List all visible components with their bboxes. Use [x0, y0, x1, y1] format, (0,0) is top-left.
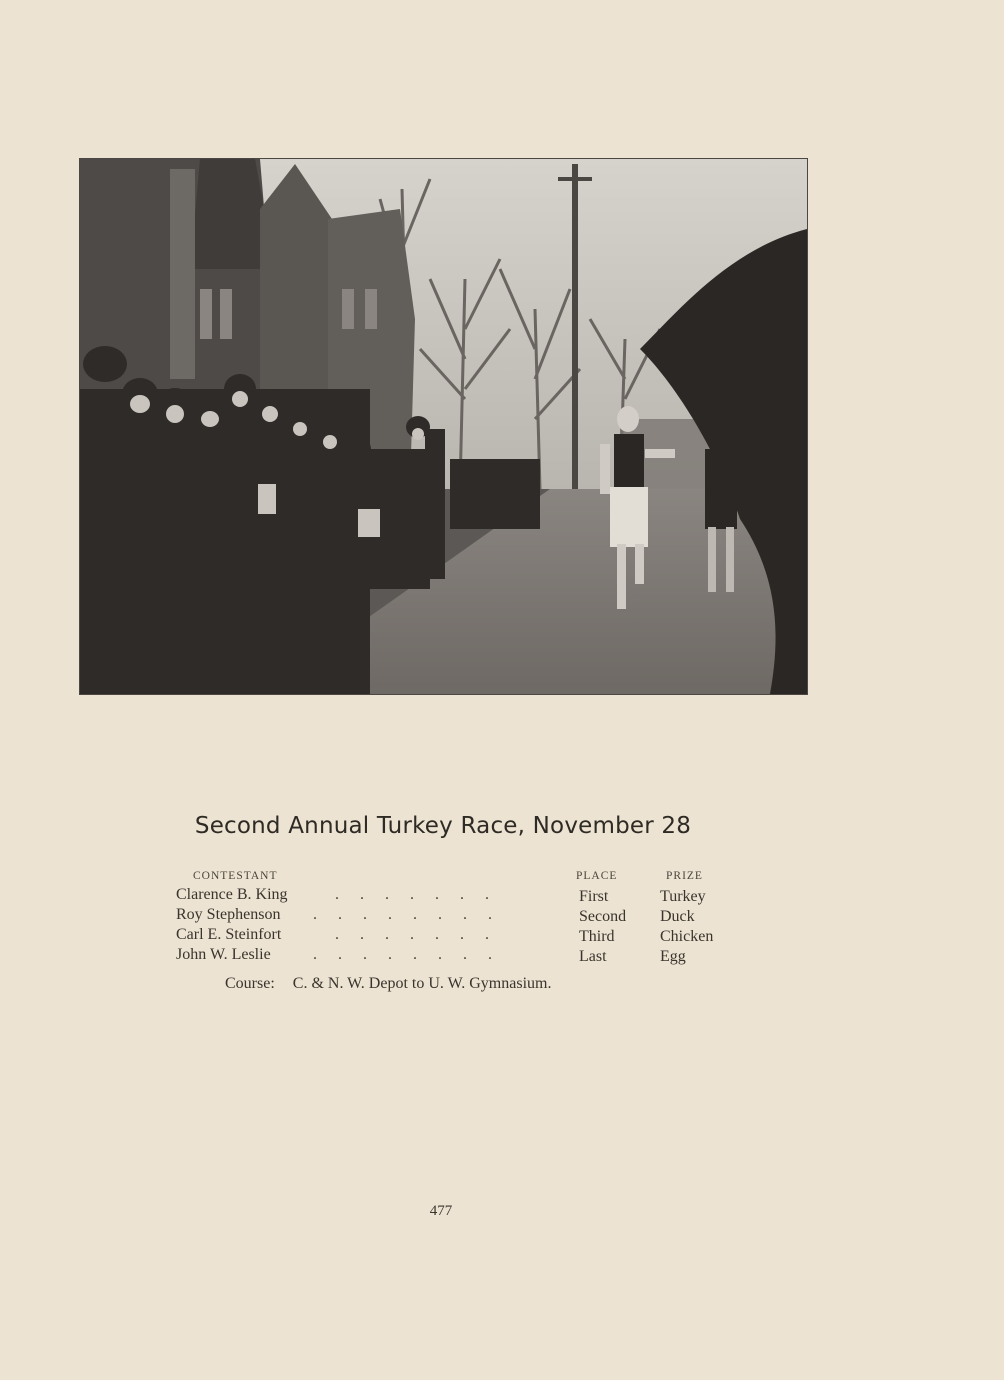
contestant-name: Clarence B. King	[176, 886, 288, 903]
result-row	[0, 906, 1004, 926]
place-value: Last	[579, 948, 607, 965]
leader-dots: . . . . . . . .	[313, 906, 492, 923]
prize-value: Chicken	[660, 928, 714, 945]
contestant-name: Roy Stephenson	[176, 906, 281, 923]
column-header-place: PLACE	[576, 870, 618, 882]
prize-value: Duck	[660, 908, 695, 925]
race-photograph	[80, 159, 807, 694]
result-row	[0, 886, 1004, 906]
place-value: First	[579, 888, 609, 905]
place-value: Second	[579, 908, 627, 925]
place-value: Third	[579, 928, 615, 945]
leader-dots: . . . . . . . .	[313, 946, 492, 963]
column-header-prize: PRIZE	[666, 870, 703, 882]
page-number: 477	[429, 1203, 453, 1219]
contestant-name: John W. Leslie	[176, 946, 271, 963]
photograph-icon	[80, 159, 807, 694]
prize-value: Egg	[660, 948, 686, 965]
column-header-contestant: CONTESTANT	[193, 870, 278, 882]
prize-value: Turkey	[660, 888, 706, 905]
leader-dots: . . . . . . .	[335, 886, 489, 903]
contestant-name: Carl E. Steinfort	[176, 926, 282, 943]
result-row	[0, 926, 1004, 946]
course-label: Course:	[225, 975, 275, 992]
page-title	[0, 813, 886, 839]
result-row	[0, 946, 1004, 966]
leader-dots: . . . . . . .	[335, 926, 489, 943]
title-text: Second Annual Turkey Race, November 28	[194, 813, 692, 839]
course-line	[225, 975, 551, 993]
course-value: C. & N. W. Depot to U. W. Gymnasium.	[292, 975, 552, 992]
